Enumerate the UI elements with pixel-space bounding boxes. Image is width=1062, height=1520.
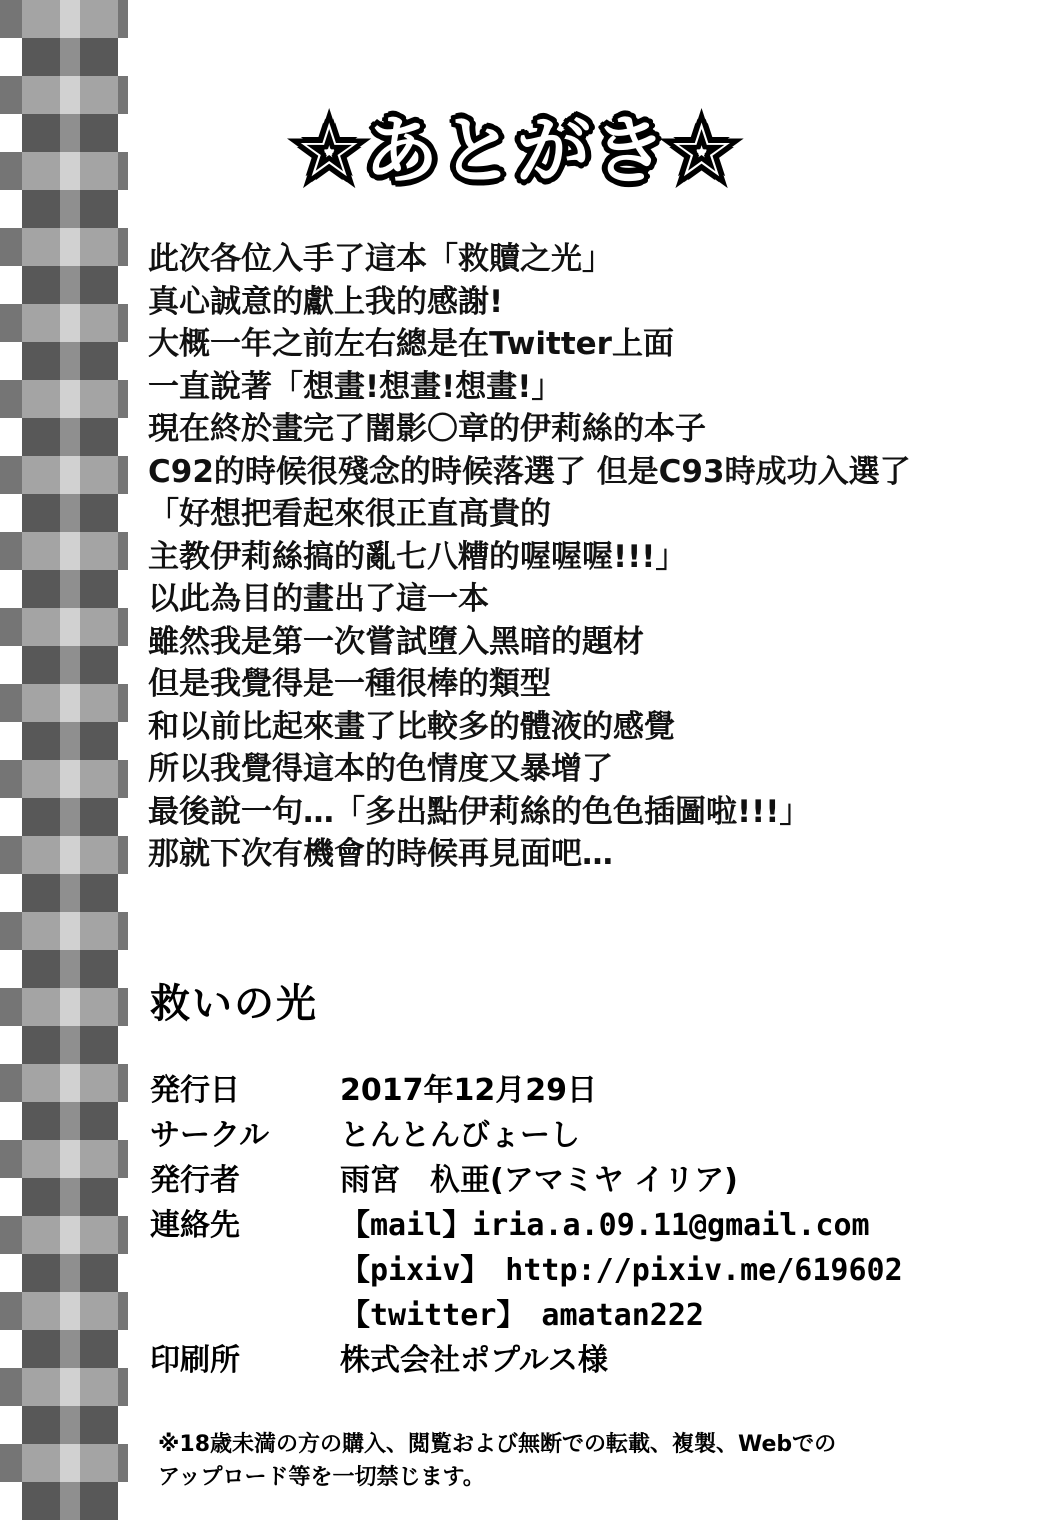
checker-band (0, 456, 128, 494)
checker-cell (22, 798, 60, 836)
checker-cell (118, 38, 128, 76)
checker-cell (80, 38, 118, 76)
checker-cell (60, 418, 80, 456)
checker-cell (22, 38, 60, 76)
checker-cell (80, 1254, 118, 1292)
checker-cell (0, 1026, 22, 1064)
checker-cell (0, 1254, 22, 1292)
checker-cell (118, 798, 128, 836)
checker-cell (0, 190, 22, 228)
checker-cell (80, 494, 118, 532)
checker-band (0, 532, 128, 570)
checker-cell (0, 1330, 22, 1368)
afterword-line: 大概一年之前左右總是在Twitter上面 (148, 326, 674, 362)
checker-cell (0, 570, 22, 608)
checker-cell (22, 722, 60, 760)
afterword-line: 一直說著「想畫!想畫!想畫!」 (148, 368, 563, 405)
checker-cell (22, 1330, 60, 1368)
checker-cell (80, 950, 118, 988)
checker-cell (118, 1254, 128, 1292)
checker-cell (80, 1330, 118, 1368)
checker-cell (118, 1102, 128, 1140)
afterword-line: 真心誠意的獻上我的感謝! (148, 283, 504, 320)
afterword-line: 此次各位入手了這本「救贖之光」 (148, 241, 613, 277)
checker-cell (118, 646, 128, 684)
checker-band (0, 1292, 128, 1330)
checker-band (0, 912, 128, 950)
age-restriction-notice (158, 1428, 1038, 1494)
checker-band (0, 380, 128, 418)
colophon-row (150, 1338, 1040, 1383)
checker-cell (60, 1102, 80, 1140)
checker-cell (60, 722, 80, 760)
checker-cell (118, 1330, 128, 1368)
checker-cell (118, 266, 128, 304)
checker-cell (22, 1178, 60, 1216)
checker-band (0, 684, 128, 722)
checker-band (0, 1064, 128, 1102)
checker-cell (22, 950, 60, 988)
checker-cell (60, 1482, 80, 1520)
checker-cell (80, 570, 118, 608)
page-content (128, 0, 1062, 1520)
checker-cell (60, 114, 80, 152)
checker-cell (0, 1178, 22, 1216)
checker-cell (118, 494, 128, 532)
afterword-body (148, 238, 1048, 876)
checker-cell (22, 570, 60, 608)
checker-cell (118, 418, 128, 456)
checker-cell (118, 722, 128, 760)
checker-cell (22, 1406, 60, 1444)
checker-cell (60, 1178, 80, 1216)
checker-cell (60, 342, 80, 380)
colophon-value-author: 雨宮 杁亜(アマミヤ イリア) (340, 1163, 738, 1198)
checker-cell (60, 38, 80, 76)
checker-cell (118, 342, 128, 380)
checker-cell (60, 874, 80, 912)
checker-cell (22, 494, 60, 532)
afterword-line: 最後說一句…「多出點伊莉絲的色色插圖啦!!!」 (148, 793, 811, 830)
checker-cell (0, 874, 22, 912)
checker-cell (80, 1482, 118, 1520)
checker-cell (118, 1178, 128, 1216)
checker-cell (22, 1026, 60, 1064)
checker-cell (80, 1178, 118, 1216)
checker-cell (80, 646, 118, 684)
checker-cell (22, 342, 60, 380)
checker-cell (0, 418, 22, 456)
checker-cell (22, 190, 60, 228)
checker-cell (80, 874, 118, 912)
work-title: 救いの光 (150, 981, 318, 1027)
checker-cell (80, 798, 118, 836)
checker-cell (0, 266, 22, 304)
checker-cell (60, 1406, 80, 1444)
checker-cell (80, 114, 118, 152)
checker-cell (0, 342, 22, 380)
checker-cell (80, 190, 118, 228)
checker-band (0, 76, 128, 114)
checker-band (0, 228, 128, 266)
checker-band (0, 836, 128, 874)
afterword-line: 所以我覺得這本的色情度又暴增了 (148, 751, 613, 787)
checker-cell (118, 1406, 128, 1444)
checker-cell (118, 874, 128, 912)
checker-band (0, 988, 128, 1026)
checker-cell (118, 190, 128, 228)
colophon-row (150, 1113, 1040, 1158)
colophon-label-publish-date: 発行日 (150, 1073, 240, 1108)
afterword-line: C92的時候很殘念的時候落選了 但是C93時成功入選了 (148, 453, 911, 490)
colophon-block (150, 1068, 1040, 1383)
checker-cell (60, 798, 80, 836)
checker-cell (80, 342, 118, 380)
colophon-row (150, 1158, 1040, 1203)
checker-band (0, 608, 128, 646)
checker-band (0, 1140, 128, 1178)
checker-band (0, 1368, 128, 1406)
afterword-line: 雖然我是第一次嘗試墮入黑暗的題材 (148, 623, 644, 660)
checker-cell (60, 1026, 80, 1064)
checker-cell (80, 1406, 118, 1444)
checker-cell (0, 114, 22, 152)
checker-cell (60, 1254, 80, 1292)
checker-cell (60, 570, 80, 608)
checker-cell (22, 1254, 60, 1292)
checker-cell (0, 1406, 22, 1444)
checker-cell (118, 1026, 128, 1064)
checker-cell (22, 1102, 60, 1140)
colophon-value-publish-date: 2017年12月29日 (340, 1073, 597, 1108)
checker-band (0, 304, 128, 342)
colophon-value-pixiv: 【pixiv】 http://pixiv.me/619602 (340, 1253, 903, 1288)
checker-cell (80, 418, 118, 456)
afterword-line: 以此為目的畫出了這一本 (148, 581, 489, 617)
notice-line: ※18歳未満の方の購入、閲覧および無断での転載、複製、Webでの (158, 1432, 837, 1457)
colophon-row (150, 1203, 1040, 1248)
checker-cell (22, 874, 60, 912)
checker-cell (0, 950, 22, 988)
checker-cell (0, 1482, 22, 1520)
checker-cell (0, 38, 22, 76)
afterword-line: 那就下次有機會的時候再見面吧… (148, 836, 613, 872)
checker-cell (80, 1026, 118, 1064)
colophon-label-author: 発行者 (150, 1163, 240, 1198)
decorative-checker-border (0, 0, 128, 1520)
colophon-value-mail: 【mail】iria.a.09.11@gmail.com (340, 1208, 870, 1243)
checker-cell (0, 722, 22, 760)
checker-cell (118, 570, 128, 608)
colophon-label-printer: 印刷所 (150, 1343, 240, 1378)
afterword-line: 主教伊莉絲搞的亂七八糟的喔喔喔!!!」 (148, 538, 687, 575)
colophon-label-circle: サークル (150, 1118, 270, 1153)
colophon-value-circle: とんとんびょーし (340, 1118, 580, 1153)
checker-cell (60, 266, 80, 304)
checker-cell (80, 266, 118, 304)
checker-cell (118, 950, 128, 988)
checker-band (0, 1216, 128, 1254)
afterword-line: 但是我覺得是一種很棒的類型 (148, 666, 551, 702)
checker-cell (60, 1330, 80, 1368)
checker-cell (60, 646, 80, 684)
afterword-line: 現在終於畫完了闇影〇章的伊莉絲的本子 (148, 411, 706, 447)
checker-cell (22, 114, 60, 152)
checker-band (0, 0, 128, 38)
colophon-label-contact: 連絡先 (150, 1208, 240, 1243)
checker-cell (22, 418, 60, 456)
checker-cell (80, 722, 118, 760)
colophon-value-twitter: 【twitter】 amatan222 (340, 1298, 704, 1333)
checker-cell (60, 950, 80, 988)
checker-cell (0, 798, 22, 836)
checker-cell (22, 266, 60, 304)
afterword-title-text: ☆あとがき☆ (296, 108, 737, 194)
afterword-line: 「好想把看起來很正直高貴的 (148, 496, 551, 532)
colophon-value-printer: 株式会社ポプルス様 (340, 1343, 608, 1378)
checker-cell (0, 494, 22, 532)
afterword-line: 和以前比起來畫了比較多的體液的感覺 (148, 708, 675, 745)
colophon-row (150, 1068, 1040, 1113)
checker-band (0, 152, 128, 190)
checker-cell (118, 114, 128, 152)
checker-band (0, 760, 128, 798)
checker-cell (60, 494, 80, 532)
checker-cell (60, 190, 80, 228)
checker-cell (22, 1482, 60, 1520)
checker-cell (0, 1102, 22, 1140)
checker-cell (118, 1482, 128, 1520)
checker-cell (80, 1102, 118, 1140)
notice-line: アップロード等を一切禁じます。 (158, 1465, 485, 1490)
afterword-title-banner (296, 96, 796, 206)
checker-cell (22, 646, 60, 684)
checker-band (0, 1444, 128, 1482)
checker-cell (0, 646, 22, 684)
